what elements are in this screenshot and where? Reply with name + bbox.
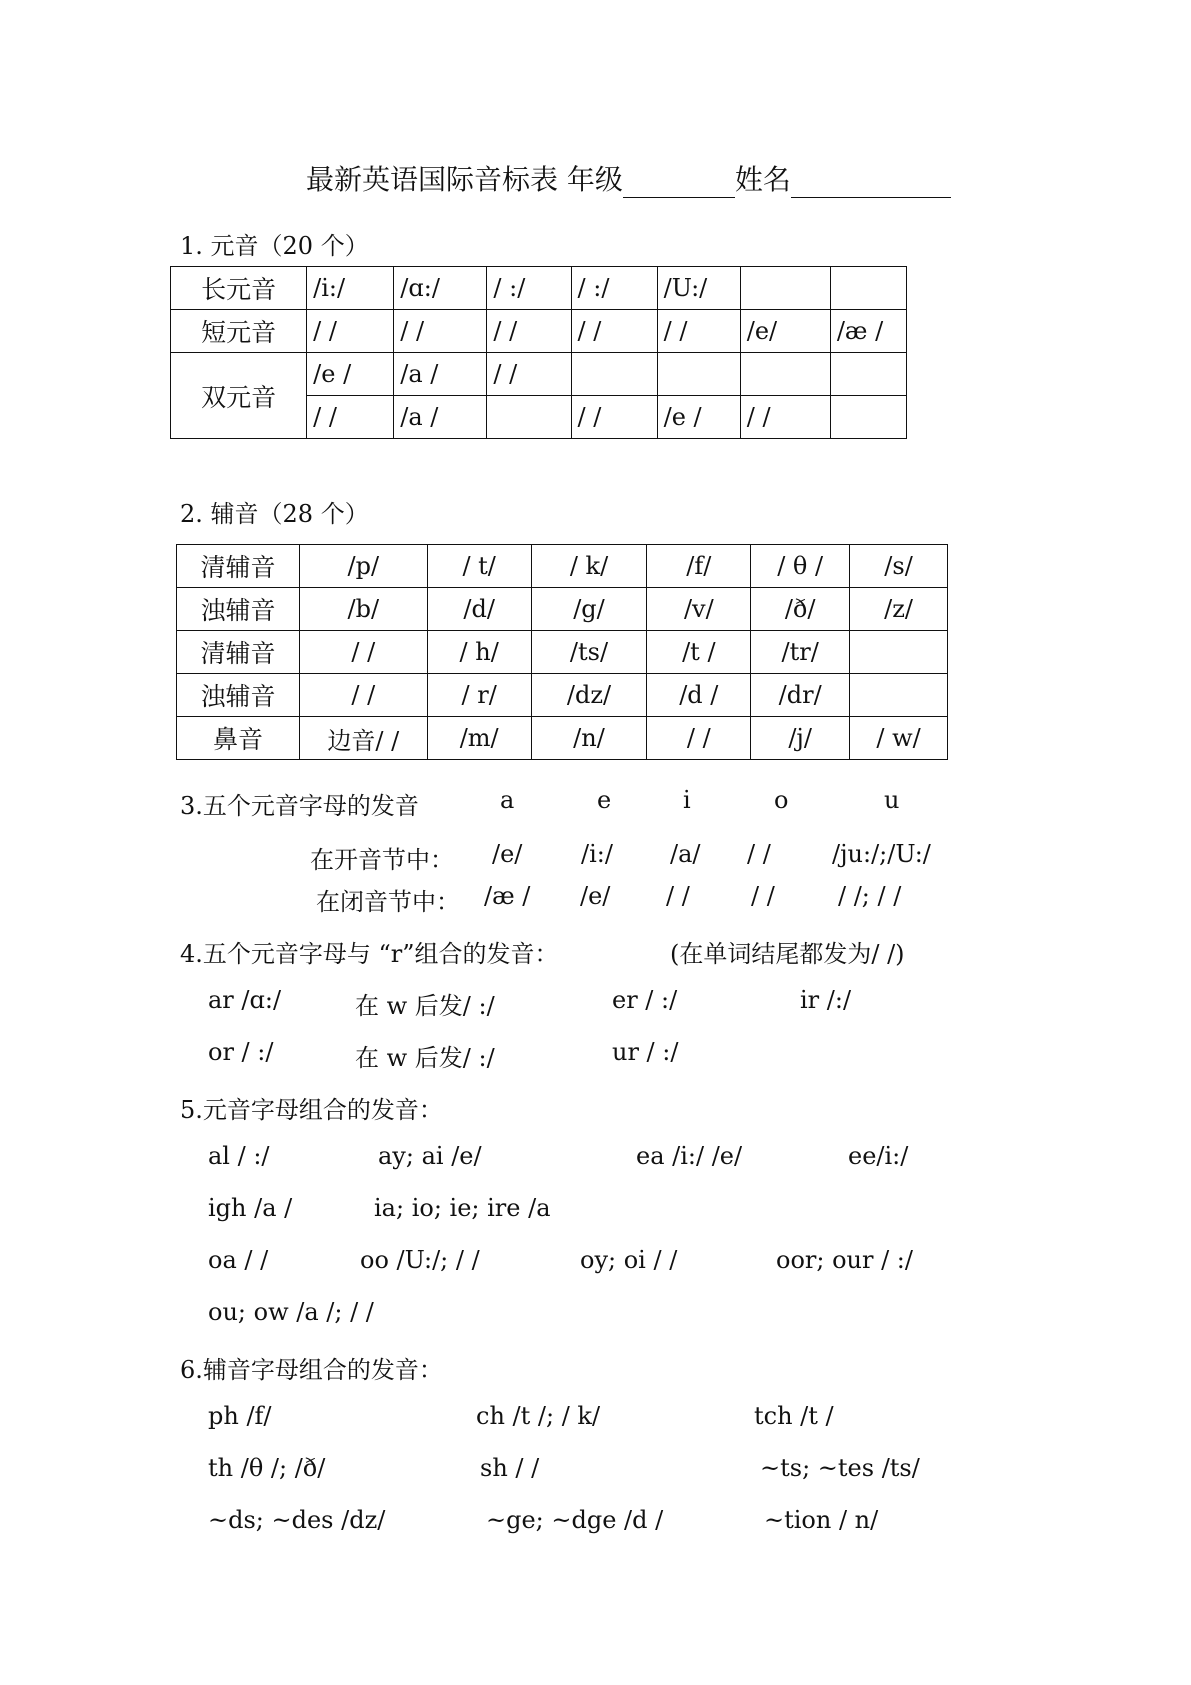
vowel-letter: u [884, 786, 900, 814]
consonant-cell: /ts/ [531, 631, 647, 674]
grade-blank [623, 167, 735, 198]
vowel-cell: / / [740, 396, 830, 439]
vowel-combo: ia; io; ie; ire /a [374, 1194, 551, 1222]
table-row [177, 674, 948, 717]
sec3-heading: 3.五个元音字母的发音 [180, 792, 419, 820]
vowel-cell [830, 353, 906, 396]
table-row [177, 717, 948, 760]
r-combo: er / :/ [612, 986, 678, 1014]
vowel-cell [830, 267, 906, 310]
vowel-combo: oo /U:/; / / [360, 1246, 480, 1274]
r-combo: 在 w 后发/ :/ [355, 1044, 495, 1072]
vowel-cell: / / [307, 396, 394, 439]
consonants-table [176, 544, 948, 760]
consonant-cell: /n/ [531, 717, 647, 760]
consonant-cell: / / [299, 674, 427, 717]
consonant-cell: / k/ [531, 545, 647, 588]
vowel-cell: / / [571, 310, 657, 353]
vowel-letter: i [683, 786, 691, 814]
consonant-cell: / r/ [427, 674, 531, 717]
sec4-note: (在单词结尾都发为/ /) [670, 940, 905, 968]
table-row [177, 631, 948, 674]
vowel-cell: / / [657, 310, 740, 353]
vowel-letter: a [500, 786, 515, 814]
vowels-table [170, 266, 907, 439]
vowel-cell: /æ / [830, 310, 906, 353]
vowel-combo: ou; ow /a /; / / [208, 1298, 374, 1326]
vowel-cell: / / [487, 310, 571, 353]
page-title [306, 158, 951, 198]
consonant-cell: / θ / [751, 545, 850, 588]
table-row [177, 588, 948, 631]
table-row [177, 545, 948, 588]
vowel-letter: o [774, 786, 789, 814]
consonant-combo: th /θ /; /ð/ [208, 1454, 326, 1482]
vowel-cell [487, 396, 571, 439]
r-combo: or / :/ [208, 1038, 274, 1066]
row-label: 浊辅音 [177, 588, 300, 631]
vowel-cell: /e / [307, 353, 394, 396]
vowel-cell: /U:/ [657, 267, 740, 310]
consonant-cell: / / [647, 717, 751, 760]
vowel-cell: / / [571, 396, 657, 439]
closed-sound: / / [751, 882, 775, 910]
vowel-combo: oor; our / :/ [776, 1246, 913, 1274]
vowel-combo: al / :/ [208, 1142, 270, 1170]
open-sound: /e/ [492, 840, 523, 868]
closed-sound: / /; / / [838, 882, 902, 910]
consonant-cell: /p/ [299, 545, 427, 588]
consonant-cell: / h/ [427, 631, 531, 674]
consonant-cell: /d / [647, 674, 751, 717]
name-blank [791, 167, 951, 198]
consonant-cell: /s/ [850, 545, 948, 588]
vowel-letter: e [597, 786, 612, 814]
closed-sound: /e/ [580, 882, 611, 910]
vowel-combo: ea /i:/ /e/ [636, 1142, 743, 1170]
vowel-cell: /e/ [740, 310, 830, 353]
consonant-cell: / w/ [850, 717, 948, 760]
consonant-cell: /j/ [751, 717, 850, 760]
r-combo: 在 w 后发/ :/ [355, 992, 495, 1020]
vowel-cell: / / [307, 310, 394, 353]
row-label: 清辅音 [177, 545, 300, 588]
open-syllable-label: 在开音节中： [310, 846, 454, 874]
table-row [171, 353, 907, 396]
row-label: 短元音 [171, 310, 307, 353]
table-row [171, 267, 907, 310]
vowel-cell: / / [487, 353, 571, 396]
vowels-heading: 1. 元音（20 个） [180, 232, 369, 260]
consonant-combo: ~ds; ~des /dz/ [208, 1506, 386, 1534]
vowel-cell: / :/ [487, 267, 571, 310]
consonant-combo: ~ts; ~tes /ts/ [760, 1454, 920, 1482]
closed-sound: / / [666, 882, 690, 910]
consonant-combo: ~tion / n/ [764, 1506, 879, 1534]
vowel-cell [571, 353, 657, 396]
consonants-heading: 2. 辅音（28 个） [180, 500, 369, 528]
consonant-cell: /m/ [427, 717, 531, 760]
row-label: 长元音 [171, 267, 307, 310]
vowel-combo: ay; ai /e/ [378, 1142, 482, 1170]
vowel-cell [830, 396, 906, 439]
row-label: 鼻音 [177, 717, 300, 760]
consonant-cell: 边音/ / [299, 717, 427, 760]
name-label: 姓名 [734, 163, 791, 196]
consonant-cell: /f/ [647, 545, 751, 588]
r-combo: ar /ɑ:/ [208, 986, 282, 1014]
closed-sound: /æ / [484, 882, 531, 910]
open-sound: /i:/ [581, 840, 613, 868]
r-combo: ur / :/ [612, 1038, 679, 1066]
sec6-heading: 6.辅音字母组合的发音： [180, 1356, 443, 1384]
consonant-cell: /tr/ [751, 631, 850, 674]
consonant-cell: /dz/ [531, 674, 647, 717]
vowel-cell: /e / [657, 396, 740, 439]
vowel-cell: /a / [394, 396, 487, 439]
consonant-cell [850, 674, 948, 717]
closed-syllable-label: 在闭音节中： [316, 888, 460, 916]
vowel-cell: / / [394, 310, 487, 353]
consonant-combo: tch /t / [754, 1402, 834, 1430]
consonant-combo: ph /f/ [208, 1402, 272, 1430]
consonant-cell: / t/ [427, 545, 531, 588]
vowel-combo: ee/i:/ [848, 1142, 909, 1170]
title-text: 最新英语国际音标表 年级 [306, 163, 623, 196]
vowel-cell: /ɑ:/ [394, 267, 487, 310]
vowel-combo: igh /a / [208, 1194, 293, 1222]
row-label: 清辅音 [177, 631, 300, 674]
r-combo: ir /:/ [800, 986, 852, 1014]
open-sound: / / [747, 840, 771, 868]
vowel-cell [740, 267, 830, 310]
consonant-combo: ch /t /; / k/ [476, 1402, 601, 1430]
consonant-cell: /d/ [427, 588, 531, 631]
vowel-cell: /i:/ [307, 267, 394, 310]
sec5-heading: 5.元音字母组合的发音： [180, 1096, 443, 1124]
sec4-heading: 4.五个元音字母与 “r”组合的发音： [180, 940, 559, 968]
row-label: 浊辅音 [177, 674, 300, 717]
consonant-cell: /ð/ [751, 588, 850, 631]
consonant-cell: /g/ [531, 588, 647, 631]
vowel-cell [657, 353, 740, 396]
consonant-cell: / / [299, 631, 427, 674]
consonant-cell: /dr/ [751, 674, 850, 717]
vowel-cell: /a / [394, 353, 487, 396]
consonant-cell: /z/ [850, 588, 948, 631]
table-row [171, 310, 907, 353]
open-sound: /a/ [670, 840, 701, 868]
vowel-combo: oa / / [208, 1246, 269, 1274]
consonant-cell [850, 631, 948, 674]
vowel-cell [740, 353, 830, 396]
consonant-cell: /t / [647, 631, 751, 674]
vowel-combo: oy; oi / / [580, 1246, 678, 1274]
open-sound: /ju:/;/U:/ [832, 840, 931, 868]
vowel-cell: / :/ [571, 267, 657, 310]
consonant-combo: sh / / [480, 1454, 540, 1482]
row-label: 双元音 [171, 353, 307, 439]
consonant-cell: /v/ [647, 588, 751, 631]
consonant-combo: ~ge; ~dge /d / [486, 1506, 664, 1534]
consonant-cell: /b/ [299, 588, 427, 631]
